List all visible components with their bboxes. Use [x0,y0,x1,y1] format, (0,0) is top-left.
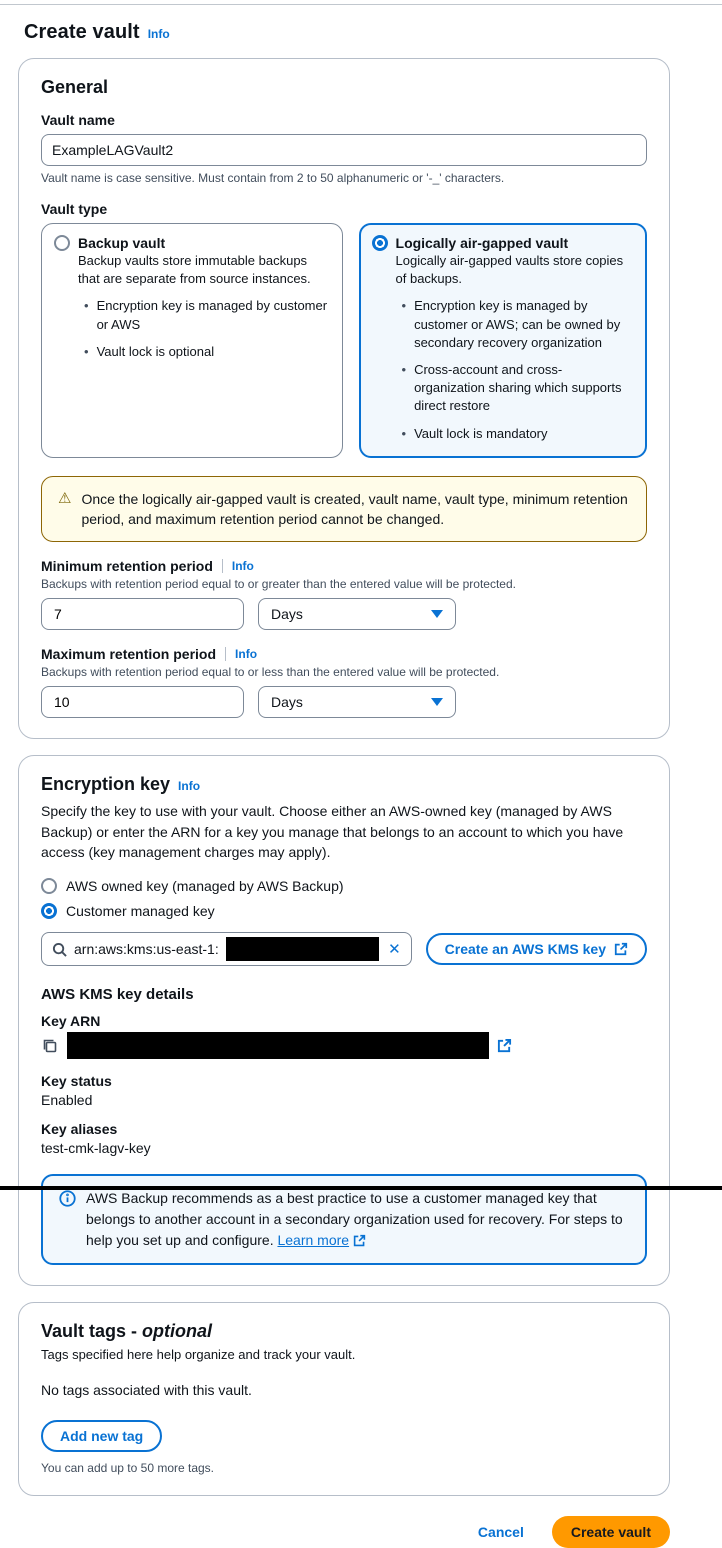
page-header [24,21,722,44]
max-retention-unit-select[interactable] [258,686,456,718]
copy-icon[interactable] [41,1037,59,1055]
bullet-dot: • [84,343,89,359]
selected-unit: Days [271,694,303,711]
key-arn-row [41,1032,647,1059]
tile-title: Backup vault [78,235,166,251]
bullet-dot: • [401,298,407,314]
top-divider [0,0,722,5]
page-info-link[interactable]: Info [147,27,170,41]
add-new-tag-button[interactable]: Add new tag [41,1420,162,1452]
tile-bullet: • Cross-account and cross-organization sharing which supports direct restore [396,361,632,416]
general-section [18,58,670,739]
lag-vault-radio[interactable] [372,235,388,251]
info-circle-icon [59,1190,76,1207]
chevron-down-icon [431,698,443,706]
encryption-key-section [18,755,670,1286]
encryption-heading: Encryption key [41,774,171,795]
tile-bullet: • Encryption key is managed by customer or AWS [78,297,328,333]
vault-name-helper: Vault name is case sensitive. Must contain from 2 to 50 alphanumeric or '-_' characters. [41,171,505,185]
redacted-key-arn [67,1032,489,1059]
min-retention-unit-select[interactable] [258,598,456,630]
min-retention-label: Minimum retention period [41,558,213,575]
key-aliases-value: test-cmk-lagv-key [41,1140,151,1157]
info-banner-text: AWS Backup recommends as a best practice to use a customer managed key that belongs to another account in a secondary organization used for recovery. For steps to help you set up and configure. Learn more [86,1190,623,1249]
tile-bullet: • Vault lock is mandatory [396,425,632,443]
learn-more-link[interactable]: Learn more [277,1232,350,1249]
vault-tags-section [18,1302,670,1496]
cancel-button[interactable]: Cancel [477,1524,524,1541]
max-retention-info-link[interactable]: Info [235,647,258,662]
chevron-down-icon [431,610,443,618]
backup-vault-radio[interactable] [54,235,70,251]
max-retention-input[interactable] [41,686,244,718]
aws-owned-key-radio[interactable] [41,878,57,894]
tile-description: Backup vaults store immutable backups that are separate from source instances. [78,253,311,287]
page-title: Create vault [24,21,140,43]
kms-key-arn-search-input[interactable] [41,932,412,966]
min-retention-input[interactable] [41,598,244,630]
vault-type-label: Vault type [41,201,108,217]
general-heading: General [41,77,109,97]
bullet-dot: • [401,425,407,441]
external-link-icon[interactable] [353,1234,366,1247]
tile-backup-vault[interactable] [41,223,343,458]
warning-text: Once the logically air-gapped vault is created, vault name, vault type, minimum retention period, and maximum retention period cannot be changed. [81,490,628,527]
vault-name-input[interactable] [41,134,647,166]
retention-warning-alert [41,476,647,543]
create-vault-button[interactable]: Create vault [552,1516,670,1548]
key-status-label: Key status [41,1073,112,1090]
bullet-dot: • [84,298,89,314]
tile-bullet: • Encryption key is managed by customer or AWS; can be owned by secondary recovery organization [396,297,632,352]
tile-logically-air-gapped-vault[interactable] [359,223,647,458]
label-divider [222,559,223,573]
customer-managed-key-option[interactable] [41,903,647,919]
optional-label: optional [142,1321,213,1342]
redacted-account-id [226,937,379,961]
bullet-dot: • [401,361,407,377]
clear-search-icon[interactable]: ✕ [388,941,401,959]
vault-type-tiles [41,223,647,458]
warning-icon: ⚠ [58,489,72,507]
tile-title: Logically air-gapped vault [395,235,569,251]
customer-managed-key-radio[interactable] [41,903,57,919]
max-retention-helper: Backups with retention period equal to or less than the entered value will be protected. [41,665,500,680]
max-retention-field [41,646,647,718]
label-divider [225,647,226,661]
bottom-window-edge [0,1186,722,1190]
external-link-icon[interactable] [497,1038,512,1053]
min-retention-helper: Backups with retention period equal to or greater than the entered value will be protected. [41,577,516,592]
vault-tags-heading: Vault tags - optional [41,1321,213,1342]
footer-actions [0,1516,670,1548]
key-status-value: Enabled [41,1092,93,1109]
encryption-description: Specify the key to use with your vault. Choose either an AWS-owned key (managed by AWS Backup) or enter the ARN for a key you manage that belongs to an account to which you have access (key management charges may apply). [41,803,624,860]
tile-description: Logically air-gapped vaults store copies of backups. [395,253,624,287]
create-kms-key-button[interactable]: Create an AWS KMS key [426,933,647,965]
min-retention-field [41,558,647,630]
search-value: arn:aws:kms:us-east-1: [74,941,219,958]
key-arn-label: Key ARN [41,1013,101,1030]
vault-tags-description: Tags specified here help organize and track your vault. [41,1347,356,1363]
max-retention-label: Maximum retention period [41,646,217,663]
encryption-info-link[interactable]: Info [178,779,201,794]
kms-details-heading: AWS KMS key details [41,986,194,1004]
selected-unit: Days [271,606,303,623]
tile-bullet: • Vault lock is optional [78,343,328,361]
vault-name-label: Vault name [41,112,115,128]
radio-label: Customer managed key [66,903,215,920]
radio-label: AWS owned key (managed by AWS Backup) [66,878,344,895]
tags-limit-text: You can add up to 50 more tags. [41,1461,215,1476]
aws-owned-key-option[interactable] [41,878,647,894]
no-tags-text: No tags associated with this vault. [41,1382,252,1399]
search-icon [52,942,67,957]
key-aliases-label: Key aliases [41,1121,118,1138]
external-link-icon [614,942,628,956]
min-retention-info-link[interactable]: Info [231,559,254,574]
